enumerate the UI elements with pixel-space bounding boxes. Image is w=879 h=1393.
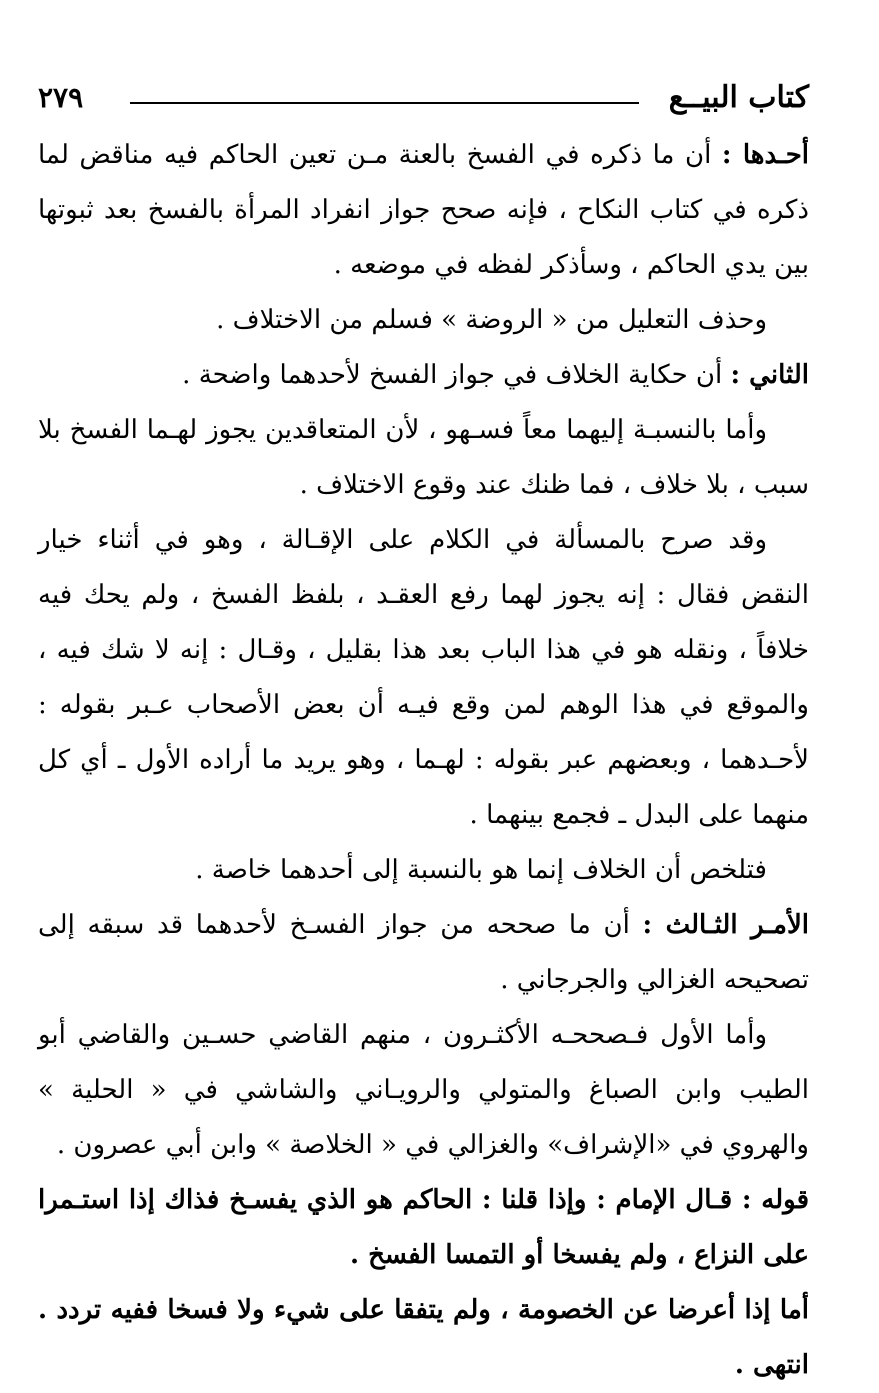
quoted-paragraph-1: [38, 1173, 809, 1283]
running-header: [38, 72, 809, 128]
quoted-paragraph-2: [38, 1283, 809, 1393]
paragraph-lead: أحـدها :: [721, 140, 810, 170]
paragraph-text: أن ما صححه من جواز الفسـخ لأحدهما قد سبقه إلى تصحيحه الغزالي والجرجاني .: [38, 910, 809, 995]
header-rule: [130, 102, 639, 104]
quoted-text: أما إذا أعرضا عن الخصومة ، ولم يتفقا على شيء ولا فسخا ففيه تردد . انتهى .: [38, 1295, 809, 1380]
paragraph-lead: الأمـر الثـالث :: [642, 910, 809, 940]
paragraph-1: [38, 128, 809, 293]
paragraph-8: [38, 1008, 809, 1173]
paragraph-6: [38, 843, 809, 898]
header-title: كتاب البيــع: [668, 80, 809, 115]
paragraph-text: أن ما ذكره في الفسخ بالعنة مـن تعين الحاكم فيه مناقض لما ذكره في كتاب النكاح ، فإنه صحح جواز انفراد المرأة بالفسخ بعد ثبوتها بين يدي الحاكم ، وسأذكر لفظه في موضعه .: [38, 140, 809, 280]
paragraph-4: [38, 403, 809, 513]
paragraph-5: [38, 513, 809, 843]
paragraph-text: وقد صرح بالمسألة في الكلام على الإقـالة ، وهو في أثناء خيار النقض فقال : إنه يجوز لهما رفع العقـد ، بلفظ الفسخ ، ولم يحك فيه خلافاً ، ونقله هو في هذا الباب بعد هذا بقليل ، وقـال : إنه لا شك فيه ، والموقع في هذا الوهم لمن وقع فيـه أن بعض الأصحاب عـبر بقوله : لأحـدهما ، وبعضهم عبر بقوله : لهـما ، وهو يريد ما أراده الأول ـ أي كل منهما على البدل ـ فجمع بينهما .: [38, 525, 809, 830]
book-page: [38, 72, 809, 1393]
paragraph-2: [38, 293, 809, 348]
quoted-text: قوله : قـال الإمام : وإذا قلنا : الحاكم هو الذي يفسـخ فذاك إذا استـمرا على النزاع ، ولم يفسخا أو التمسا الفسخ .: [38, 1185, 809, 1270]
paragraph-text: أن حكاية الخلاف في جواز الفسخ لأحدهما واضحة .: [182, 360, 731, 390]
paragraph-text: وأما الأول فـصححـه الأكثـرون ، منهم القاضي حسـين والقاضي أبو الطيب وابن الصباغ والمتولي والرويـاني والشاشي في « الحلية » والهروي في «الإشراف» والغزالي في « الخلاصة » وابن أبي عصرون .: [38, 1020, 809, 1160]
page-number: ٢٧٩: [38, 81, 84, 114]
body-text: [38, 128, 809, 1393]
paragraph-3: [38, 348, 809, 403]
paragraph-text: وحذف التعليل من « الروضة » فسلم من الاختلاف .: [216, 305, 767, 335]
paragraph-7: [38, 898, 809, 1008]
paragraph-text: فتلخص أن الخلاف إنما هو بالنسبة إلى أحدهما خاصة .: [195, 855, 767, 885]
paragraph-text: وأما بالنسبـة إليهما معاً فسـهو ، لأن المتعاقدين يجوز لهـما الفسخ بلا سبب ، بلا خلاف ، فما ظنك عند وقوع الاختلاف .: [38, 415, 809, 500]
paragraph-lead: الثاني :: [730, 360, 809, 390]
